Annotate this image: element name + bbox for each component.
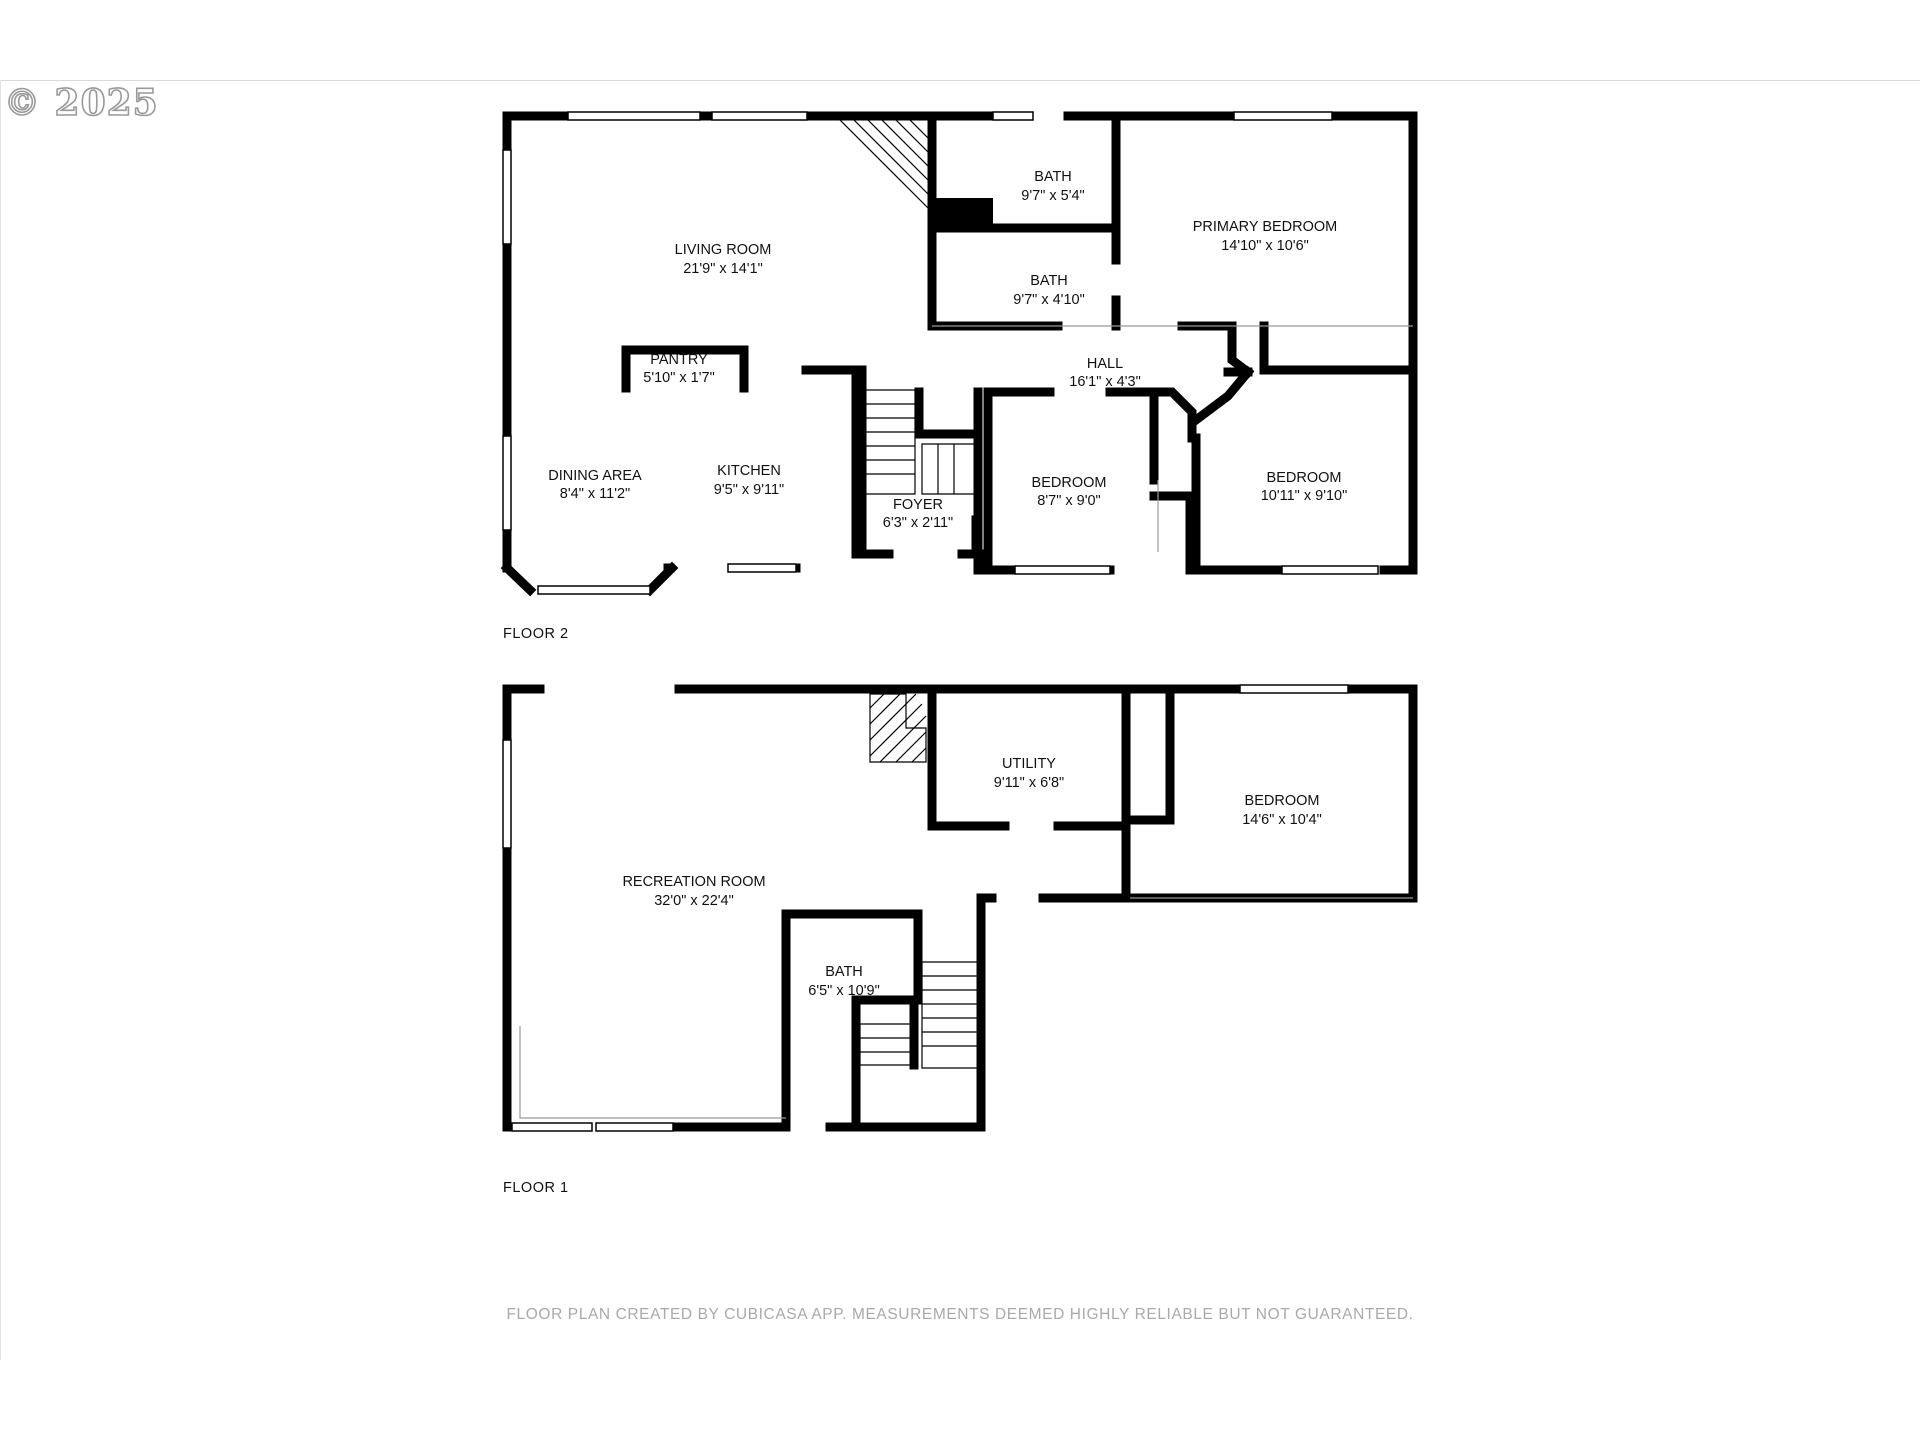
room-dim: 21'9" x 14'1" xyxy=(683,261,763,277)
room-name: BEDROOM xyxy=(1244,793,1320,809)
room-name: LIVING ROOM xyxy=(674,242,772,258)
room-name: UTILITY xyxy=(1002,756,1056,772)
room-name: BATH xyxy=(825,964,863,980)
floor-2-walls xyxy=(507,116,1413,590)
room-dim: 8'4" x 11'2" xyxy=(559,486,631,502)
room-dim: 9'11" x 6'8" xyxy=(993,775,1065,791)
room-dim: 8'7" x 9'0" xyxy=(1037,493,1101,509)
room-name: BEDROOM xyxy=(1266,470,1342,486)
room-dim: 9'5" x 9'11" xyxy=(713,482,785,498)
floor-1-walls xyxy=(507,689,1413,1127)
room-name: BATH xyxy=(1030,273,1068,289)
disclaimer-footer: FLOOR PLAN CREATED BY CUBICASA APP. MEASUREMENTS DEEMED HIGHLY RELIABLE BUT NOT GUARANTEED. xyxy=(506,1306,1414,1323)
room-name: BEDROOM xyxy=(1031,475,1107,491)
room-name: KITCHEN xyxy=(717,463,781,479)
room-name: FOYER xyxy=(893,497,943,513)
room-name: BATH xyxy=(1034,169,1072,185)
room-dim: 14'10" x 10'6" xyxy=(1221,238,1309,254)
room-name: PANTRY xyxy=(650,352,708,368)
room-dim: 9'7" x 5'4" xyxy=(1021,188,1085,204)
room-name: DINING AREA xyxy=(548,468,642,484)
room-name: RECREATION ROOM xyxy=(622,874,766,890)
room-dim: 10'11" x 9'10" xyxy=(1260,488,1348,504)
room-dim: 6'5" x 10'9" xyxy=(808,983,880,999)
room-dim: 32'0" x 22'4" xyxy=(654,893,734,909)
room-dim: 14'6" x 10'4" xyxy=(1242,812,1322,828)
copyright-watermark: © 2025 xyxy=(4,82,159,124)
room-name: HALL xyxy=(1086,356,1124,372)
room-dim: 5'10" x 1'7" xyxy=(643,370,715,386)
floor-1-label: FLOOR 1 xyxy=(503,1180,569,1196)
room-name: PRIMARY BEDROOM xyxy=(1192,219,1338,235)
room-dim: 16'1" x 4'3" xyxy=(1069,374,1141,390)
room-dim: 6'3" x 2'11" xyxy=(882,515,954,531)
floor-2-stairs xyxy=(838,118,1413,552)
room-dim: 9'7" x 4'10" xyxy=(1013,292,1085,308)
floor-2-label: FLOOR 2 xyxy=(503,626,569,642)
